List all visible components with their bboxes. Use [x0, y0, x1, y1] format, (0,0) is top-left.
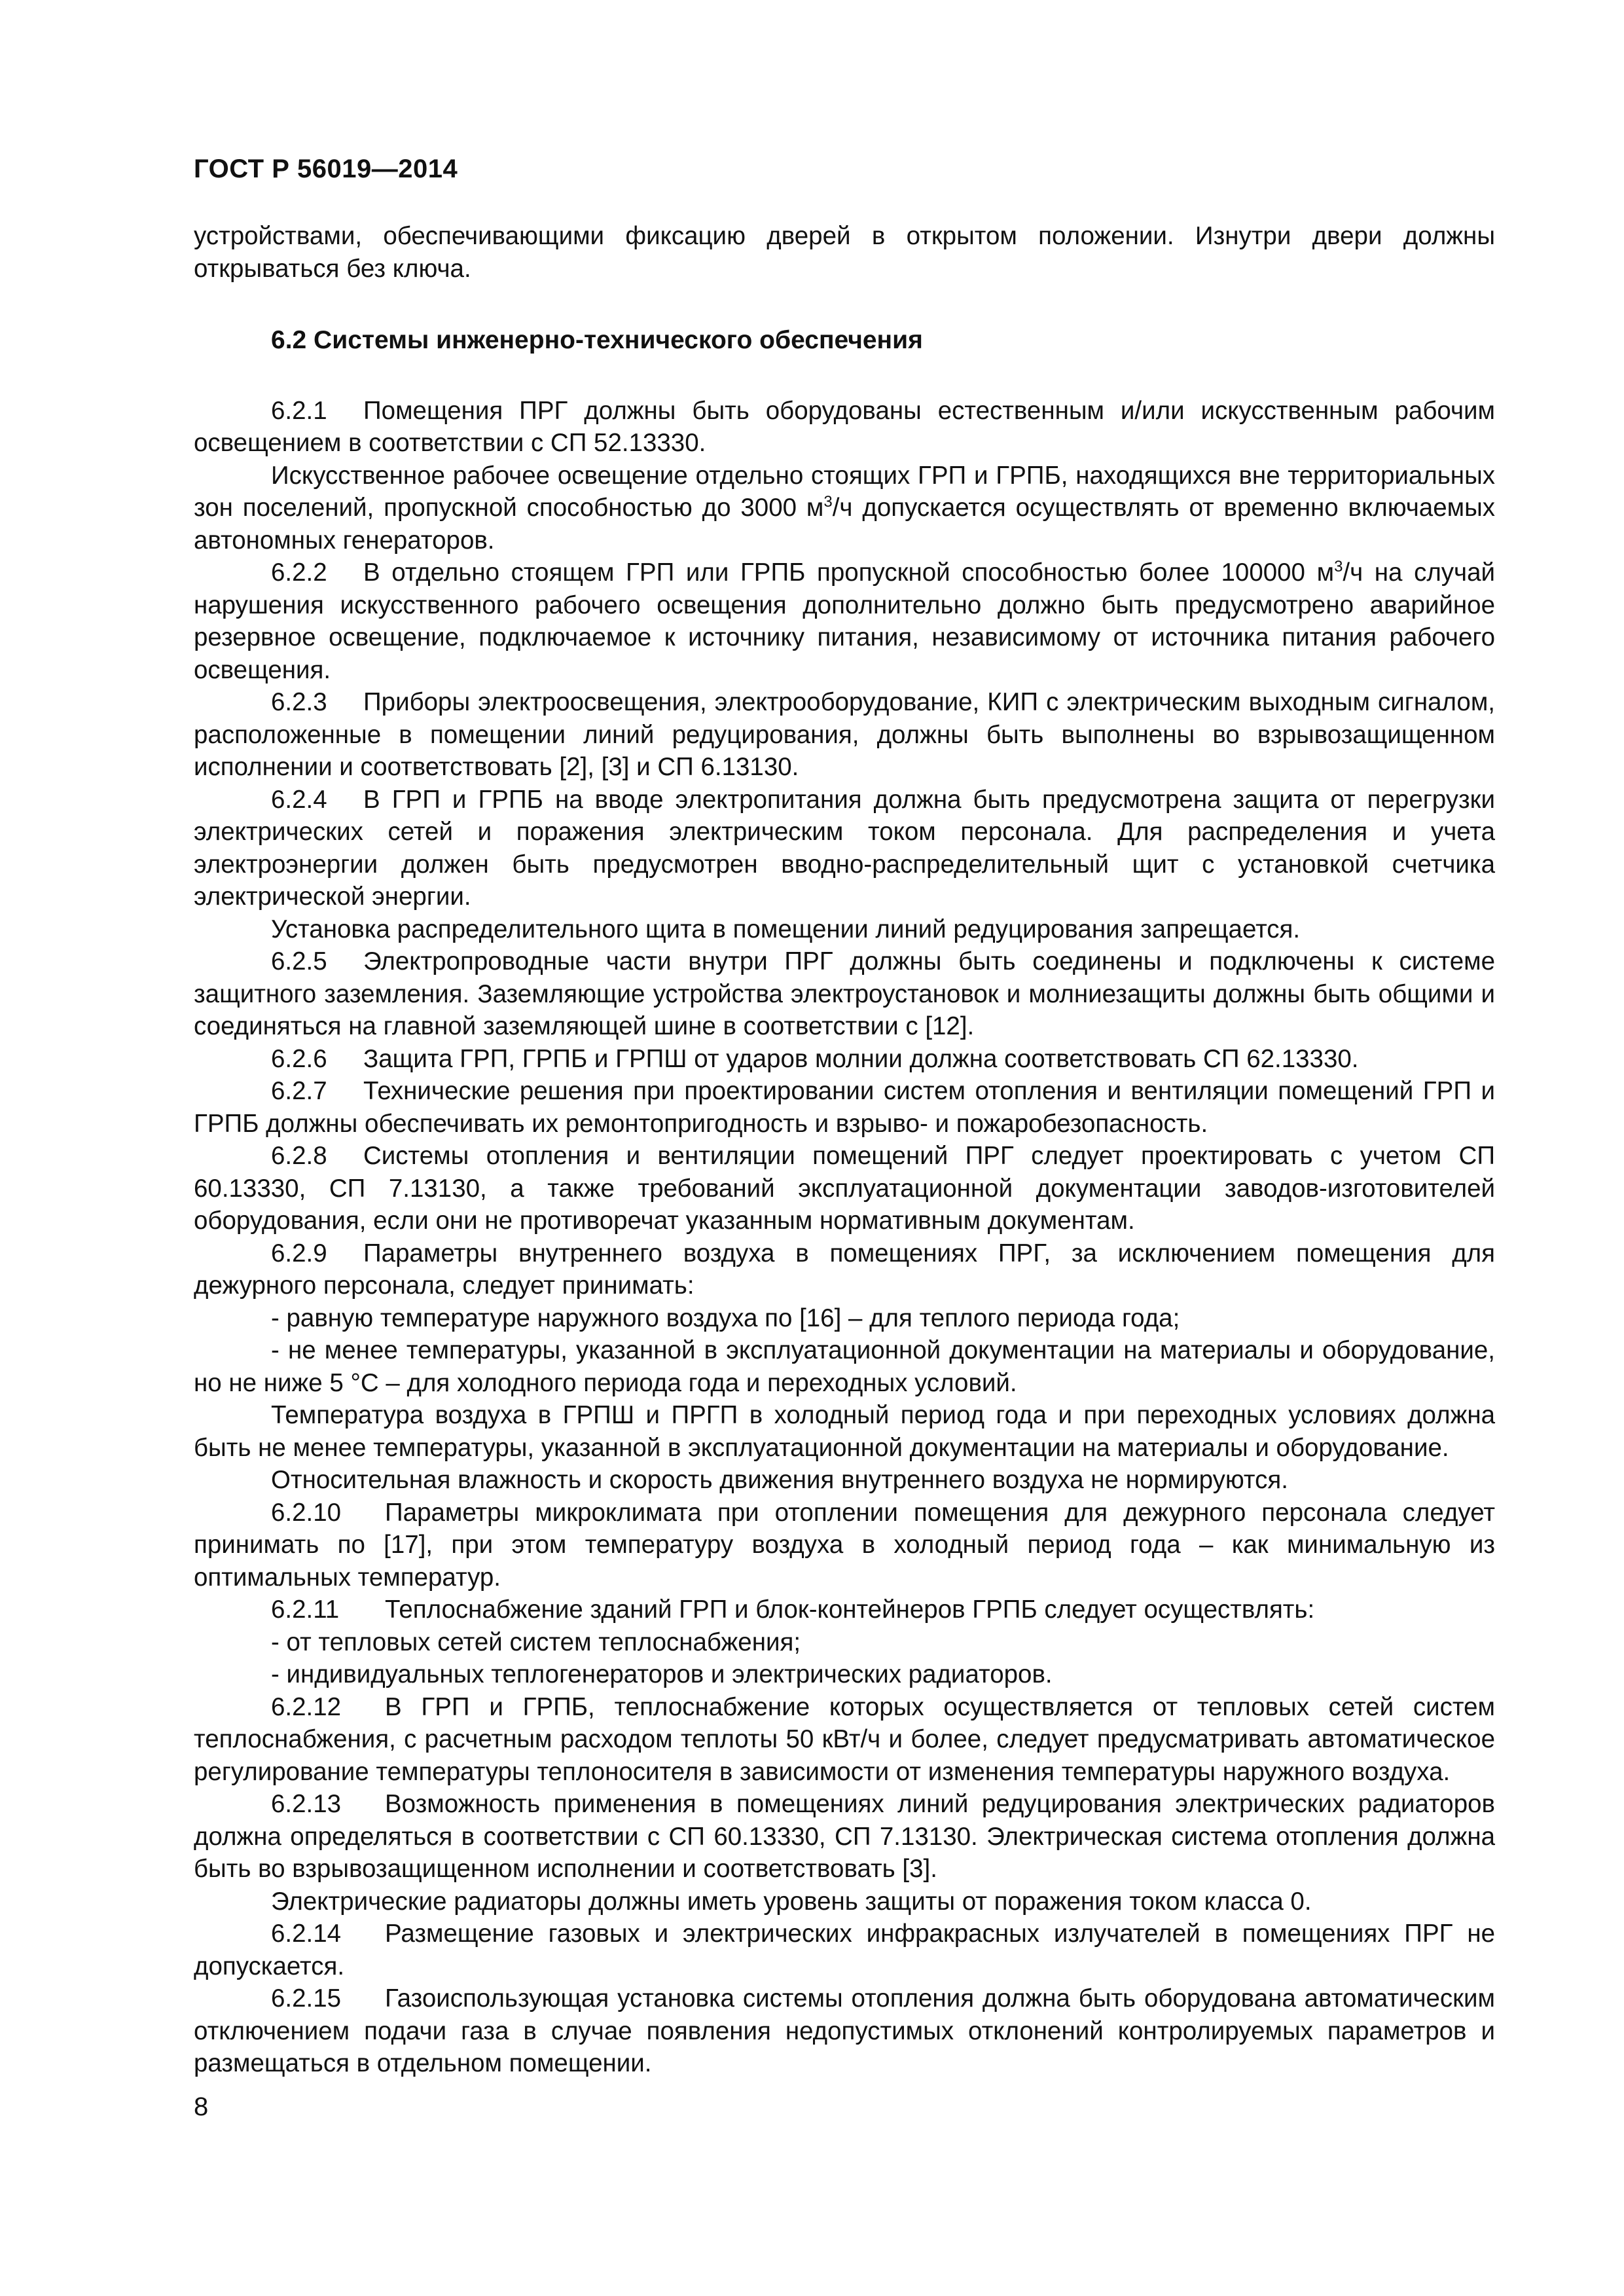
clause-text: В ГРП и ГРПБ, теплоснабжение которых осуществляется от тепловых сетей систем теплоснабжения, с расчетным расходом теплоты 50 кВт/ч и более, следует предусматривать автоматическое регулирование температуры теплоносителя в зависимости от изменения температуры наружного воздуха. [194, 1692, 1495, 1786]
clause-6-2-9 [194, 1237, 1495, 1302]
clause-text: Установка распределительного щита в помещении линий редуцирования запрещается. [271, 915, 1301, 943]
clause-text: Приборы электроосвещения, электрооборудование, КИП с электрическим выходным сигналом, расположенные в помещении линий редуцирования, должны быть выполнены во взрывозащищенном исполнении и соответствовать [2], [3] и СП 6.13130. [194, 688, 1495, 781]
clause-number: 6.2.12 [271, 1692, 342, 1721]
clause-6-2-8 [194, 1140, 1495, 1237]
clause-6-2-7 [194, 1075, 1495, 1140]
document-code-header: ГОСТ Р 56019—2014 [194, 155, 458, 183]
paragraph [194, 913, 1495, 946]
clause-number: 6.2.10 [271, 1498, 342, 1527]
clause-text: Системы отопления и вентиляции помещений ПРГ следует проектировать с учетом СП 60.13330, СП 7.13130, а также требований эксплуатационной документации заводов-изготовителей оборудования, если они не противоречат указанным нормативным документам. [194, 1142, 1495, 1235]
paragraph [194, 1886, 1495, 1918]
paragraph [194, 1626, 1495, 1659]
clause-number: 6.2.4 [271, 785, 327, 814]
clause-text: Возможность применения в помещениях линий редуцирования электрических радиаторов должна определяться в соответствии с СП 60.13330, СП 7.13130. Электрическая система отопления должна быть во взрывозащищенном исполнении и соответствовать [3]. [194, 1790, 1495, 1883]
clause-6-2-12 [194, 1691, 1495, 1789]
clause-text: Электрические радиаторы должны иметь уровень защиты от поражения током класса 0. [271, 1887, 1312, 1916]
clause-text: Искусственное рабочее освещение отдельно стоящих ГРП и ГРПБ, находящихся вне территориальных зон поселений, пропускной способностью до 3000 м [194, 461, 1495, 522]
clause-6-2-13 [194, 1788, 1495, 1886]
clause-number: 6.2.13 [271, 1790, 342, 1818]
clause-number: 6.2.15 [271, 1984, 342, 2013]
clause-number: 6.2.11 [271, 1595, 340, 1624]
paragraph [194, 1658, 1495, 1691]
clause-6-2-10 [194, 1497, 1495, 1594]
clause-6-2-11 [194, 1594, 1495, 1626]
section-heading: 6.2 Системы инженерно-технического обеспечения [271, 326, 923, 354]
paragraph [194, 1399, 1495, 1464]
clause-number: 6.2.5 [271, 947, 327, 975]
clause-text: Защита ГРП, ГРПБ и ГРПШ от ударов молнии должна соответствовать СП 62.13330. [363, 1044, 1359, 1073]
clause-text: Параметры внутреннего воздуха в помещениях ПРГ, за исключением помещения для дежурного персонала, следует принимать: [194, 1239, 1495, 1300]
clause-text: - от тепловых сетей систем теплоснабжения; [271, 1628, 801, 1656]
clause-number: 6.2.2 [271, 558, 327, 587]
clause-text: В отдельно стоящем ГРП или ГРПБ пропускной способностью более 100000 м [363, 558, 1335, 587]
clause-text: - не менее температуры, указанной в эксплуатационной документации на материалы и оборудование, но не ниже 5 °С – для холодного периода года и переходных условий. [194, 1336, 1495, 1397]
clause-text: Размещение газовых и электрических инфракрасных излучателей в помещениях ПРГ не допускается. [194, 1920, 1495, 1980]
paragraph-list [194, 395, 1495, 2080]
clause-number: 6.2.1 [271, 396, 327, 425]
clause-text: Газоиспользующая установка системы отопления должна быть оборудована автоматическим отключением подачи газа в случае появления недопустимых отклонений контролируемых параметров и размещаться в отдельном помещении. [194, 1984, 1495, 2077]
clause-text: Теплоснабжение зданий ГРП и блок-контейнеров ГРПБ следует осуществлять: [385, 1595, 1315, 1624]
page-body [194, 220, 1495, 2080]
paragraph [194, 1464, 1495, 1497]
clause-text: Температура воздуха в ГРПШ и ПРГП в холодный период года и при переходных условиях должна быть не менее температуры, указанной в эксплуатационной документации на материалы и оборудование. [194, 1401, 1495, 1462]
superscript: 3 [1334, 558, 1343, 576]
clause-6-2-4 [194, 784, 1495, 913]
clause-text: /ч на случай нарушения искусственного рабочего освещения дополнительно должно быть предусмотрено аварийное резервное освещение, подключаемое к источнику питания, независимому от источника питания рабочего освещения. [194, 558, 1496, 684]
intro-paragraph: устройствами, обеспечивающими фиксацию дверей в открытом положении. Изнутри двери должны открываться без ключа. [194, 222, 1495, 283]
clause-text: Относительная влажность и скорость движения внутреннего воздуха не нормируются. [271, 1466, 1288, 1494]
clause-text: - индивидуальных теплогенераторов и электрических радиаторов. [271, 1660, 1053, 1688]
clause-6-2-5 [194, 945, 1495, 1043]
clause-text: - равную температуре наружного воздуха по [16] – для теплого периода года; [271, 1303, 1180, 1332]
clause-6-2-6 [194, 1043, 1495, 1076]
clause-number: 6.2.9 [271, 1239, 327, 1267]
clause-text: Электропроводные части внутри ПРГ должны быть соединены и подключены к системе защитного заземления. Заземляющие устройства электроустановок и молниезащиты должны быть общими и соединяться на главной заземляющей шине в соответствии с [12]. [194, 947, 1495, 1040]
clause-6-2-14 [194, 1918, 1495, 1982]
paragraph [194, 1334, 1495, 1399]
clause-6-2-15 [194, 1982, 1495, 2080]
clause-6-2-2 [194, 556, 1495, 686]
paragraph [194, 460, 1495, 557]
clause-number: 6.2.3 [271, 688, 327, 716]
paragraph [194, 1302, 1495, 1335]
clause-6-2-1 [194, 395, 1495, 460]
clause-6-2-3 [194, 686, 1495, 784]
clause-text: Помещения ПРГ должны быть оборудованы естественным и/или искусственным рабочим освещением в соответствии с СП 52.13330. [194, 396, 1495, 457]
superscript: 3 [823, 493, 833, 511]
clause-text: В ГРП и ГРПБ на вводе электропитания должна быть предусмотрена защита от перегрузки электрических сетей и поражения электрическим током персонала. Для распределения и учета электроэнергии должен быть предусмотрен вводно-распределительный щит с установкой счетчика электрической энергии. [194, 785, 1495, 911]
clause-number: 6.2.6 [271, 1044, 327, 1073]
clause-number: 6.2.8 [271, 1142, 327, 1170]
clause-text: /ч допускается осуществлять от временно включаемых автономных генераторов. [194, 494, 1495, 555]
clause-text: Параметры микроклимата при отоплении помещения для дежурного персонала следует принимать по [17], при этом температуру воздуха в холодный период года – как минимальную из оптимальных температур. [194, 1498, 1495, 1592]
clause-text: Технические решения при проектировании систем отопления и вентиляции помещений ГРП и ГРПБ должны обеспечивать их ремонтопригодность и взрыво- и пожаробезопасность. [194, 1077, 1495, 1138]
page-number: 8 [194, 2092, 209, 2121]
clause-number: 6.2.14 [271, 1920, 342, 1948]
clause-number: 6.2.7 [271, 1077, 327, 1105]
